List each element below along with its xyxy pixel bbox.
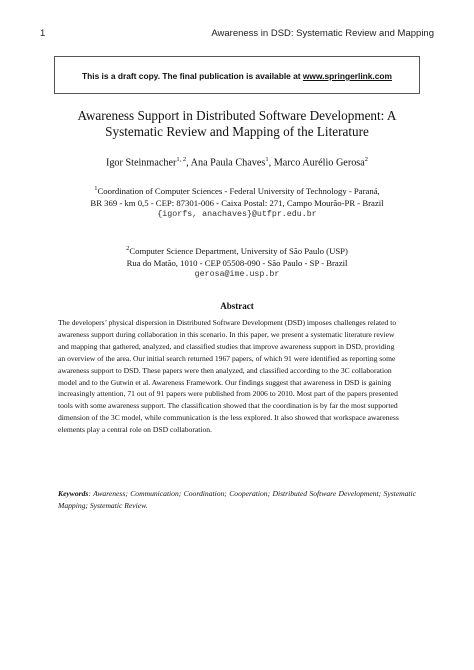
abstract-line: awareness support during collaboration in this scenario. In this paper, we present a systematic literature review [58, 329, 395, 339]
affiliation-line: Computer Science Department, University of São Paulo (USP) [129, 245, 348, 256]
abstract-line: an overview of the area. Our initial search returned 1967 papers, of which 91 were identified as reporting some [58, 353, 396, 363]
author-name: Igor Steinmacher [105, 157, 177, 169]
author-affiliation-mark: 1, 2 [176, 156, 187, 163]
author-name: Ana Paula Chaves [190, 157, 266, 169]
abstract-line: increasingly attention, 71 out of 91 papers were published from 2006 to 2010. Most part of the papers presented [58, 389, 398, 399]
affiliation-1 [40, 183, 434, 221]
affiliation-number: 2 [126, 245, 130, 252]
affiliation-email: {igorfs, anachaves}@utfpr.edu.br [157, 209, 317, 219]
affiliation-email: gerosa@ime.usp.br [194, 269, 280, 279]
keywords [58, 488, 416, 512]
affiliation-2 [40, 243, 434, 281]
keywords-label: Keywords [58, 489, 89, 498]
affiliation-line: Coordination of Computer Sciences - Federal University of Technology - Paraná, [97, 185, 380, 196]
affiliation-number: 1 [94, 185, 98, 192]
abstract-line: dimension of the 3C model, while communication is the less explored. It also showed that workspace awareness [58, 413, 399, 423]
title-line-2: Systematic Review and Mapping of the Literature [105, 124, 369, 139]
paper-title [40, 108, 434, 140]
draft-notice-text: This is a draft copy. The final publication is available at [82, 71, 303, 81]
page-number: 1 [40, 28, 46, 39]
springerlink-link[interactable]: www.springerlink.com [302, 71, 392, 81]
abstract-line: elements play a central role on DSD collaboration. [58, 425, 212, 435]
abstract-heading: Abstract [220, 301, 254, 311]
affiliation-line: Rua do Matão, 1010 - CEP 05508-090 - São Paulo - SP - Brazil [126, 257, 348, 268]
abstract-line: awareness support to DSD. These papers were then analyzed, and classified according to the 3C collaboration [58, 365, 392, 375]
author-affiliation-mark: 1 [265, 156, 269, 163]
abstract-line: tools with some awareness support. The classification showed that the coordination is by far the most supported [58, 401, 398, 411]
title-line-1: Awareness Support in Distributed Software Development: A [77, 108, 397, 123]
author-affiliation-mark: 2 [364, 156, 369, 163]
author-name: Marco Aurélio Gerosa [273, 157, 365, 169]
keywords-text: : Awareness; Communication; Coordination; Cooperation; Distributed Software Development; Systematic Mapping; Systematic Review. [58, 489, 416, 510]
abstract-line: model and to the Gutwin et al. Awareness Framework. Our findings suggest that awareness in DSD is gaining [58, 377, 392, 387]
affiliation-line: BR 369 - km 0,5 - CEP: 87301-006 - Caixa Postal: 271, Campo Mourão-PR - Brazil [90, 197, 384, 208]
abstract-body [58, 317, 416, 436]
running-title: Awareness in DSD: Systematic Review and Mapping [211, 28, 434, 39]
author-list: Igor Steinmacher$^{1, 2}$, Ana Paula Chaves$^1$, Marco Aurélio Gerosa$^2$ [105, 156, 369, 169]
abstract-line: and mapping that gathered, analyzed, and classified studies that improve awareness support in DSD, providing [58, 341, 395, 351]
abstract-line: The developers’ physical dispersion in Distributed Software Development (DSD) imposes challenges related to [58, 318, 397, 327]
draft-notice-box [54, 56, 420, 94]
